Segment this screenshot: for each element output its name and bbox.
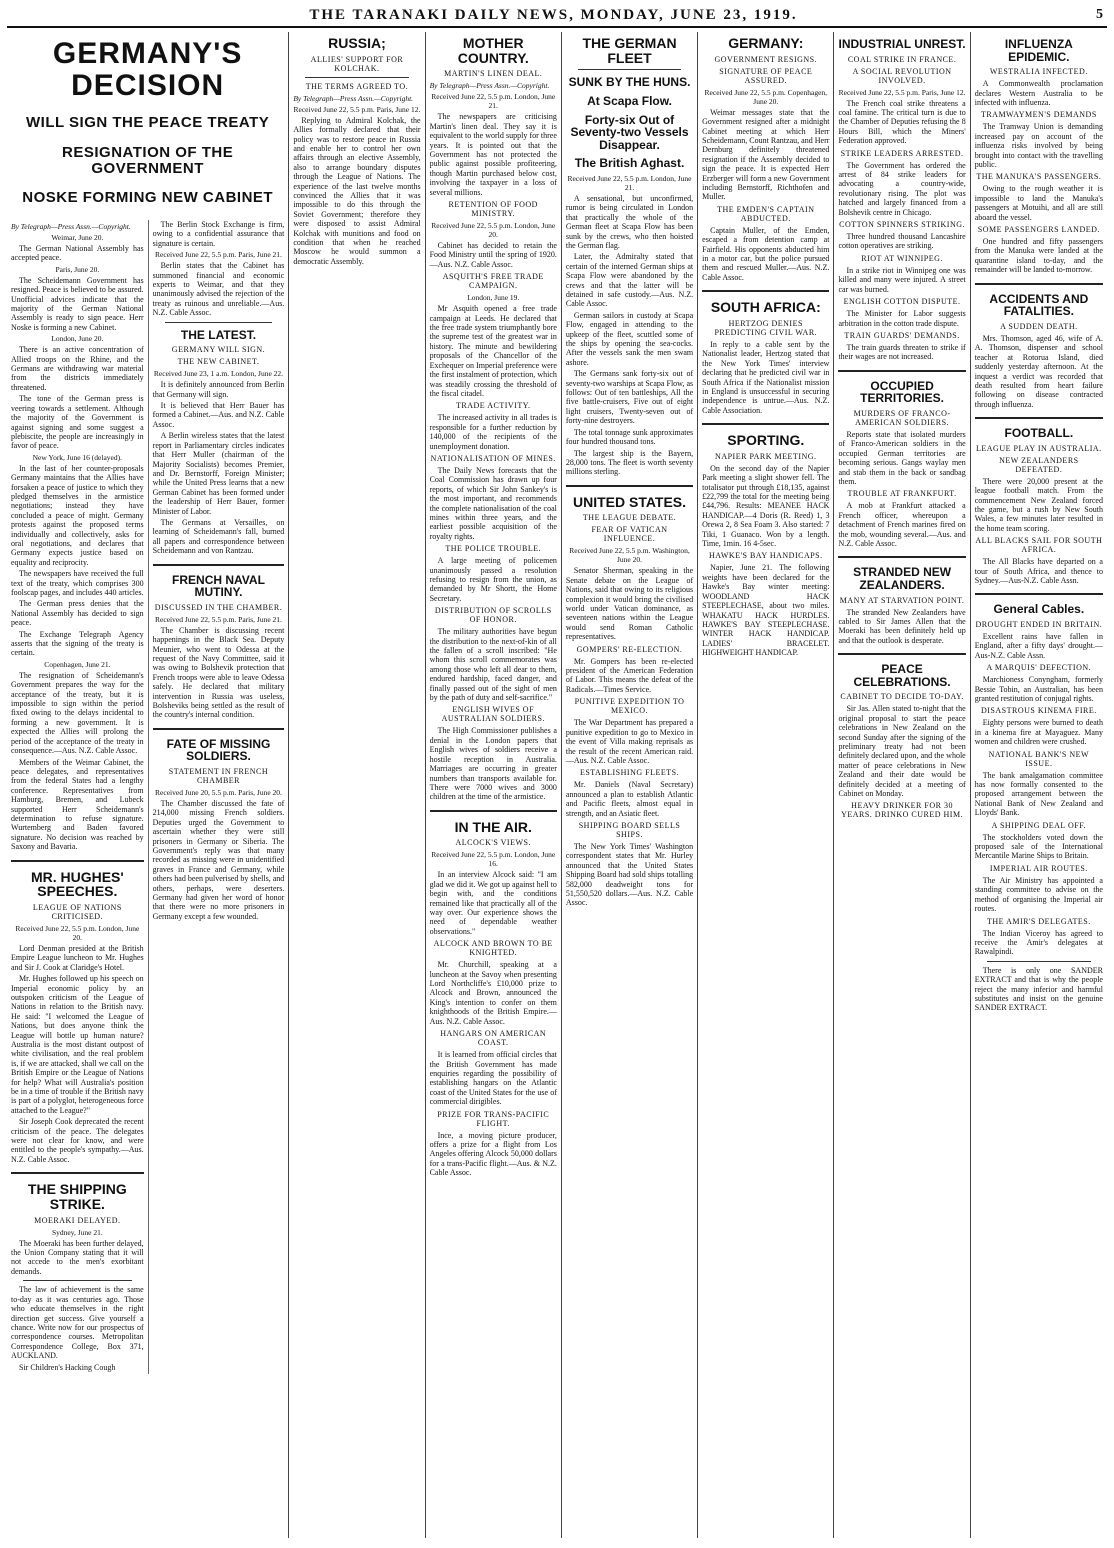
- dateline: Copenhagen, June 21.: [44, 659, 111, 669]
- article-paragraph: In reply to a cable sent by the Nationalist leader, Hertzog stated that the New York Times' interview declaring that he predicted civil war in South Africa if the Nationalist mission in England is unsuccessful in securing independence is untrue.—Aus. N.Z. Cable Association.: [702, 339, 830, 415]
- article-paragraph: Cabinet has decided to retain the Food Ministry until the spring of 1920.—Aus. N.Z. Cable Assoc.: [429, 241, 557, 269]
- article-paragraph: Later, the Admiralty stated that certain of the interned German ships at Scapa Flow were abandoned by the crews and that the latter will be detained in safe custody.—Aus. N.Z. Cable Assoc.: [565, 252, 694, 309]
- article-paragraph: Mr. Daniels (Naval Secretary) announced a plan to establish Atlantic and Pacific fleets, almost equal in strength, and an Asiatic fleet.: [565, 780, 694, 818]
- subhead: HANGARS ON AMERICAN COAST.: [440, 1029, 547, 1048]
- subhead: MURDERS OF FRANCO-AMERICAN SOLDIERS.: [853, 408, 951, 427]
- article-paragraph: Three hundred thousand Lancashire cotton operatives are striking.: [838, 232, 966, 251]
- subhead: TRADE ACTIVITY.: [456, 401, 531, 411]
- article-paragraph: One hundred and fifty passengers from the Manuka were landed at the quarantine island to-day, and the remainder will be landed to-morrow.: [974, 237, 1103, 275]
- dateline: Received June 22, 5.5 p.m. Paris, June 12.: [838, 87, 966, 97]
- subhead: CABINET TO DECIDE TO-DAY.: [840, 692, 964, 702]
- headline-influenza: INFLUENZA EPIDEMIC.: [1004, 37, 1073, 64]
- column-german-fleet: [562, 32, 698, 1538]
- article-paragraph: Sir Joseph Cook deprecated the recent criticism of the peace. The delegates were not clear for know, and were entitled to the people's sympathy.—Aus. N.Z. Cable Assoc.: [11, 1117, 144, 1164]
- headline-occupied-territories: OCCUPIED TERRITORIES.: [860, 378, 944, 406]
- article-paragraph: The Government has ordered the arrest of 84 strike leaders for advocating a country-wide, revolutionary rising. The plot was hatched and largely financed from a Bolshevik centre in Chicago.: [838, 160, 966, 217]
- article-paragraph: It is learned from official circles that the British Government has made enquiries regarding the possibility of establishing hangars on the Atlantic coast of the United States for the use of commercial dirigibles.: [429, 1050, 557, 1107]
- headline-united-states: UNITED STATES.: [572, 493, 687, 510]
- subhead: DROUGHT ENDED IN BRITAIN.: [975, 619, 1103, 629]
- article-paragraph: Owing to the rough weather it is impossible to land the Manuka's passengers at Motuihi, and all are still aboard the vessel.: [974, 184, 1103, 222]
- subhead: ALLIES' SUPPORT FOR KOLCHAK.: [310, 54, 404, 73]
- subhead: GOMPERS' RE-ELECTION.: [576, 644, 683, 654]
- article-paragraph: Senator Sherman, speaking in the Senate debate on the League of Nations, said that owing to its religious complexion it would bring the civilised world under Vatican dominance, as seventeen nations within the League would send Roman Catholic representatives.: [565, 566, 694, 642]
- subhead: PRIZE FOR TRANS-PACIFIC FLIGHT.: [437, 1109, 550, 1128]
- article-paragraph: The All Blacks have departed on a tour of South Africa, and thence to Sydney.—Aus-N.Z. Cable Assn.: [974, 557, 1103, 585]
- subhead: SIGNATURE OF PEACE ASSURED.: [719, 66, 813, 85]
- subhead: COAL STRIKE IN FRANCE.: [847, 54, 957, 64]
- divider: [578, 69, 681, 70]
- article-paragraph: Captain Muller, of the Emden, escaped a from detention camp at Fairfield. His opponents abducted him in a motor car, but the police pursued them and rescued Muller.—Aus. N.Z. Cable Assoc.: [702, 225, 830, 282]
- divider: [153, 728, 285, 730]
- subhead: SOME PASSENGERS LANDED.: [977, 225, 1100, 235]
- dateline: Received June 22, 5.5 p.m. Paris, June 21.: [155, 250, 282, 260]
- article-paragraph: Weimar messages state that the Government resigned after a midnight Cabinet meeting at which Herr Scheidemann, Count Rantzau, and Herr Dernburg definitely threatened resignation if the Assembly decided to sign the peace. It is expected Herr Erzberger will form a new Government including Bernstorff, Richthofen and Muller.: [702, 107, 830, 202]
- dateline: Sydney, June 21.: [51, 1227, 103, 1237]
- headline-stranded-new-zealanders: STRANDED NEW ZEALANDERS.: [853, 565, 952, 592]
- subhead: MANY AT STARVATION POINT.: [839, 595, 965, 605]
- subhead: GERMANY WILL SIGN.: [171, 345, 266, 355]
- subhead: FEAR OF VATICAN INFLUENCE.: [591, 525, 668, 544]
- deck-sign-treaty: WILL SIGN THE PEACE TREATY: [26, 114, 270, 131]
- divider: [566, 485, 693, 487]
- article-paragraph: A large meeting of policemen unanimously passed a resolution refusing to resign from the union, as demanded by Mr Shortt, the Home Secretary.: [429, 556, 557, 603]
- dateline: Received June 22, 5.5 p.m. Paris, June 12.: [293, 104, 421, 114]
- headline-german-fleet: THE GERMAN FLEET: [582, 35, 677, 66]
- dateline: Weimar, June 20.: [51, 233, 104, 242]
- article-paragraph: Replying to Admiral Kolchak, the Allies formally declared that their policy was to restore peace in Russia and enable her to control her own affairs through an elective Assembly, also to arrange boundary disputes through the League of Nations. The experience of the last twelve months convinced the Allies that it was impossible to do this through the Soviet Government; therefore they were disposed to assist Admiral Kolchak with munitions and food on condition that when he reached Moscow he would summon a democratic Assembly.: [293, 115, 421, 266]
- headline-football: FOOTBALL.: [1004, 426, 1074, 441]
- headline-in-the-air: IN THE AIR.: [454, 818, 532, 835]
- article-paragraph: The newspapers have received the full text of the treaty, which comprises 300 foolscap pages, and includes 440 articles.: [11, 569, 144, 597]
- article-paragraph: The stockholders voted down the proposed sale of the International Mercantile Marine Ships to Britain.: [974, 832, 1103, 861]
- divider: [305, 77, 408, 78]
- article-paragraph: Napier, June 21. The following weights have been declared for the Hawke's Bay winter meeting: WOODLAND HACK STEEPLECHASE, about two miles. WHAKATU HACK HURDLES. HAWKE'S BAY STEEPLECHASE. WINTER HACK HANDICAP. LADIES' BRACELET. HIGHWEIGHT HANDICAP.: [702, 563, 830, 658]
- subhead: NAPIER PARK MEETING.: [715, 451, 817, 461]
- headline-germany-decision: GERMANY'S DECISION: [52, 37, 243, 102]
- subhead: A SOCIAL REVOLUTION INVOLVED.: [852, 66, 952, 85]
- subhead: ASQUITH'S FREE TRADE CAMPAIGN.: [442, 272, 544, 291]
- article-paragraph: Eighty persons were burned to death in a kinema fire at Mayaguez. Many women and children were crushed.: [974, 718, 1103, 747]
- subhead: TRAIN GUARDS' DEMANDS.: [844, 330, 960, 340]
- headline-accidents: ACCIDENTS AND FATALITIES.: [989, 291, 1089, 319]
- article-paragraph: A mob at Frankfurt attacked a French officer, whereupon a detachment of French marines fired on the mob, wounding several.—Aus. and N.Z. Cable Assoc.: [838, 501, 966, 548]
- deck-scapa: At Scapa Flow.: [587, 93, 672, 108]
- subhead: HAWKE'S BAY HANDICAPS.: [708, 551, 823, 561]
- subhead: WESTRALIA INFECTED.: [989, 67, 1088, 77]
- dateline: Received June 22, 5.5 p.m. Copenhagen, June 20.: [704, 87, 828, 106]
- headline-peace-celebrations: PEACE CELEBRATIONS.: [853, 662, 951, 689]
- article-paragraph: The military authorities have begun the distribution to the next-of-kin of all the fallen of a scroll inscribed: "He whom this scroll commemorates was among those who left all dear to them, endured hardship, faced danger, and finally passed out of the sight of men by the path of duty and self-sacrifice.": [429, 627, 557, 703]
- headline-french-naval-mutiny: FRENCH NAVAL MUTINY.: [172, 572, 265, 600]
- article-paragraph: Mr Asquith opened a free trade campaign at Leeds. He declared that the free trade system triumphantly bore the supreme test of the greatest war in history. The minute and bewildering proposals of the Chancellor of the Exchequer on Imperial preference were the first instalment of protection, which was steadily crossing the threshold of the fiscal citadel.: [429, 304, 557, 398]
- subhead: MARTIN'S LINEN DEAL.: [444, 69, 543, 79]
- subhead: THE EMDEN'S CAPTAIN ABDUCTED.: [717, 204, 815, 223]
- deck-forty-six: Forty-six Out of Seventy-two Vessels Disappear.: [570, 112, 689, 152]
- divider: [975, 417, 1103, 419]
- article-paragraph: A Commonwealth proclamation declares Western Australia to be infected with influenza.: [974, 79, 1103, 107]
- divider: [987, 961, 1091, 962]
- article-paragraph: The stranded New Zealanders have cabled to Sir James Allen that the Moeraki has been definitely held up and that the outlook is desperate.: [838, 607, 966, 645]
- subhead: THE MANUKA'S PASSENGERS.: [976, 172, 1102, 182]
- article-paragraph: There is an active concentration of Allied troops on the Rhine, and the Germans are withdrawing war material from the districts immediately threatened.: [11, 345, 144, 392]
- article-paragraph: Members of the Weimar Cabinet, the peace delegates, and representatives from the federal States had a lengthy conference. Representatives from Hamburg, Bremen, and Lubeck supported Herr Scheidemann's determination to refuse signature. Wurtemberg and Baden favored signature. No decision was reached by Saxony and Bavaria.: [11, 757, 144, 852]
- divider: [23, 1280, 132, 1281]
- article-paragraph: Mrs. Thomson, aged 46, wife of A. A. Thomson, dispenser and school teacher at Rotorua Island, died suddenly yesterday afternoon. At the inquest a verdict was recorded that death resulted from heart failure following on disease contracted through influenza.: [974, 333, 1103, 409]
- column-influenza-general: [971, 32, 1107, 1538]
- subhead: A MARQUIS' DEFECTION.: [986, 663, 1092, 673]
- headline-general-cables: General Cables.: [993, 602, 1085, 617]
- article-paragraph: Ince, a moving picture producer, offers a prize for a flight from Los Angeles offering Alcock 50,000 dollars for a trans-Pacific flight.—Aus. & N.Z. Cable Assoc.: [429, 1130, 557, 1178]
- deck-sunk: SUNK BY THE HUNS.: [568, 75, 691, 90]
- headline-mother-country: MOTHER COUNTRY.: [457, 35, 529, 66]
- article-paragraph: The Daily News forecasts that the Coal Commission has drawn up four reports, of which Sir John Sankey's is the most important, and recommends the complete nationalisation of the coal mines within three years, and the earliest possible acquisition of the royalty rights.: [429, 465, 557, 541]
- advertisement: There is only one SANDER EXTRACT and that is why the people reject the many inferior and harmful substitutes and insist on the genuine SANDER EXTRACT.: [974, 965, 1103, 1013]
- column-russia: [289, 32, 425, 1538]
- germany-body-left: [11, 220, 148, 1374]
- subhead: ENGLISH COTTON DISPUTE.: [843, 297, 961, 307]
- article-paragraph: The bank amalgamation committee has now formally consented to the proposed arrangement between the National Bank of New Zealand and Lloyds' Bank.: [974, 770, 1103, 818]
- subhead: STRIKE LEADERS ARRESTED.: [840, 148, 964, 158]
- subhead: DISCUSSED IN THE CHAMBER.: [154, 602, 283, 612]
- divider: [153, 564, 285, 566]
- article-paragraph: The Germans at Versailles, on learning of Scheidemann's fall, burned all papers and correspondence between Scheidemann and von Rantzau.: [152, 517, 285, 556]
- article-paragraph: The increased activity in all trades is responsible for a further reduction by 140,000 of the recipients of the unemployment donation.: [429, 413, 557, 451]
- masthead-title: THE TARANAKI DAILY NEWS, MONDAY, JUNE 23, 1919.: [309, 6, 798, 23]
- headline-russia: RUSSIA;: [328, 35, 386, 51]
- subhead: LEAGUE PLAY IN AUSTRALIA.: [976, 443, 1102, 453]
- article-paragraph: The train guards threaten to strike if their wages are not increased.: [838, 342, 966, 362]
- dateline: London, June 20.: [51, 334, 104, 344]
- divider: [838, 653, 965, 655]
- subhead: THE NEW CABINET.: [177, 357, 260, 367]
- deck-resignation: RESIGNATION OF THE GOVERNMENT: [62, 143, 234, 177]
- article-paragraph: The total tonnage sunk approximates four hundred thousand tons.: [565, 427, 694, 447]
- subhead: A SHIPPING DEAL OFF.: [991, 820, 1087, 830]
- subhead: RETENTION OF FOOD MINISTRY.: [448, 200, 538, 219]
- divider: [975, 593, 1103, 595]
- article-paragraph: In the last of her counter-proposals Germany maintains that the Allies have forsaken a peace of justice to which they pledged themselves in the armistice negotiations; instead they have concluded a peace of might. Germany protests against the proposed terms individually and collectively, asks for oral negotiations, and declares that Germany expects justice based on equality and reciprocity.: [11, 463, 144, 567]
- advertisement-footer: Sir Children's Hacking Cough: [19, 1362, 116, 1372]
- subhead: HEAVY DRINKER FOR 30 YEARS. DRINKO CURED HIM.: [841, 801, 964, 820]
- article-paragraph: The Moeraki has been further delayed, the Union Company stating that it will not accede to the men's exorbitant demands.: [11, 1238, 144, 1276]
- subhead: GOVERNMENT RESIGNS.: [714, 54, 818, 64]
- article-paragraph: Mr. Churchill, speaking at a luncheon at the Savoy when presenting Lord Northcliffe's £10,000 prize to Alcock and Brown, announced the King's intention to confer on them knighthoods of the British Empire.—Aus. N.Z. Cable Assoc.: [429, 960, 557, 1026]
- article-paragraph: German sailors in custody at Scapa Flow, engaged in attending to the upkeep of the fleet, scuttled some of the ships by opening the sea-cocks. After the vessels sank the men swam ashore.: [565, 310, 694, 367]
- headline-south-africa: SOUTH AFRICA:: [710, 299, 821, 316]
- page-number: 5: [1096, 7, 1103, 22]
- dateline: Received June 22, 5.5 p.m. London, June 21.: [567, 173, 692, 192]
- subhead: DISASTROUS KINEMA FIRE.: [980, 706, 1097, 716]
- dateline: Received June 22, 5.5 p.m. Washington, June 20.: [569, 546, 690, 565]
- subhead: THE TERMS AGREED TO.: [305, 81, 409, 91]
- article-paragraph: Sir Jas. Allen stated to-night that the original proposal to start the peace celebrations in New Zealand on the second Sunday after the signing of the preliminary treaty had not been definitely declared upon, and the whole matter of peace celebrations in New Zealand and their date would be definitely decided at a meeting of Cabinet on Monday.: [838, 704, 966, 799]
- divider: [11, 860, 144, 862]
- article-paragraph: The Chamber is discussing recent happenings in the Black Sea. Deputy Meunier, who went to Odessa at the request of the Navy Committee, said it was owing to Bolshevik protection that French troops were able to leave Odessa safely. He declared that military intervention in Russia was useless, Bolsheviks being settled as the result of the country's internal condition.: [152, 625, 285, 720]
- article-paragraph: Reports state that isolated murders of Franco-American soldiers in the occupied German territories are becoming serious. Gangs waylay men and stab them in the back or sandbag them.: [838, 429, 966, 486]
- subhead: ALCOCK AND BROWN TO BE KNIGHTED.: [433, 939, 553, 958]
- article-paragraph: The Tramway Union is demanding increased pay on account of the influenza risks involved by being brought into contact with the travelling public.: [974, 122, 1103, 170]
- article-paragraph: The tone of the German press is veering towards a settlement. Although the majority of the Government is against signing and some suggest a plebiscite, the people are increasingly in favor of peace.: [11, 394, 144, 451]
- dateline: New York, June 16 (delayed).: [32, 452, 122, 462]
- dateline: Received June 22, 5.5 p.m. Paris, June 21.: [155, 614, 282, 624]
- subhead: NATIONALISATION OF MINES.: [430, 453, 556, 463]
- article-paragraph: The War Department has prepared a punitive expedition to go to Mexico in the event of Villa making reprisals as the result of the recent American raid.—Aus. N.Z. Cable Assoc.: [565, 718, 694, 765]
- article-paragraph: The Chamber discussed the fate of 214,000 missing French soldiers. Deputies urged the Government to ascertain whether they were still prisoners in Germany or Siberia. The Government's reply was that many recorded as missing were in unidentified graves in France and Germany, while others had been pulverised by shells, and others, perhaps, were deserters. Germany had given her word of honor that there were no more prisoners in Germany except a few wounded.: [152, 799, 285, 921]
- advertisement: The law of achievement is the same to-day as it was centuries ago. Those who educate themselves in the right direction get success. Give yourself a chance. Write now for our prospectus of correspondence courses. Metropolitan Correspondence College, Box 371, AUCKLAND.: [11, 1285, 144, 1361]
- subhead: NATIONAL BANK'S NEW ISSUE.: [988, 749, 1090, 768]
- subhead: SHIPPING BOARD SELLS SHIPS.: [578, 820, 681, 839]
- newspaper-page: [7, 4, 1107, 1540]
- headline-hughes: MR. HUGHES' SPEECHES.: [30, 868, 124, 900]
- column-mother-country: [426, 32, 562, 1538]
- subhead: THE LEAGUE DEBATE.: [582, 513, 677, 523]
- subhead: LEAGUE OF NATIONS CRITICISED.: [32, 902, 122, 921]
- byline: By Telegraph—Press Assn.—Copyright.: [11, 222, 131, 231]
- article-paragraph: It is believed that Herr Bauer has formed a Cabinet.—Aus. and N.Z. Cable Assoc.: [152, 401, 285, 429]
- article-paragraph: A Berlin wireless states that the latest report in Parliamentary circles indicates that Herr Muller (chairman of the Majority Socialists) becomes Premier, and Dr. Bernstorff, Foreign Minister; while the United Press learns that a new German Cabinet has been formed under the leadership of Herr Bauer, former Minister of Labor.: [152, 431, 285, 516]
- divider: [975, 283, 1103, 285]
- divider: [702, 290, 829, 292]
- dateline: London, June 19.: [467, 293, 520, 303]
- dateline: Received June 22, 5.5 p.m. London, June 20.: [15, 923, 140, 942]
- article-paragraph: It is definitely announced from Berlin that Germany will sign.: [152, 380, 285, 399]
- divider: [11, 1172, 144, 1174]
- article-paragraph: The Minister for Labor suggests arbitration in the cotton trade dispute.: [838, 309, 966, 328]
- article-paragraph: The Berlin Stock Exchange is firm, owing to a confidential assurance that signature is certain.: [152, 220, 285, 248]
- divider: [838, 556, 965, 558]
- article-paragraph: The High Commissioner publishes a denial in the London papers that English wives of soldiers receive a hostile reception in Australia. Marriages are occurring in greater numbers than transports available for. There were 7000 wives and 3000 children at the time of the armistice.: [429, 726, 557, 802]
- dateline: Received June 22, 5.5 p.m. London, June 20.: [431, 221, 556, 240]
- divider: [702, 423, 829, 425]
- article-paragraph: Excellent rains have fallen in England, after a fifty days' drought.—Aus-N.Z. Cable Assn.: [974, 631, 1103, 660]
- masthead: [7, 4, 1107, 28]
- subhead: ALCOCK'S VIEWS.: [455, 838, 531, 848]
- article-paragraph: The Exchange Telegraph Agency asserts that the signing of the treaty is certain.: [11, 629, 144, 658]
- dateline: Received June 20, 5.5 p.m. Paris, June 20.: [155, 788, 282, 797]
- article-paragraph: The Germans sank forty-six out of seventy-two warships at Scapa Flow, as follows: Out of ten battleships, All the five battle-cruisers, Five out of eight light cruisers, Twenty-seven out of forty-nine destroyers.: [565, 369, 694, 426]
- dateline: Received June 23, 1 a.m. London, June 22.: [153, 369, 284, 379]
- deck-noske: NOSKE FORMING NEW CABINET: [22, 189, 274, 207]
- headline-missing-soldiers: FATE OF MISSING SOLDIERS.: [166, 736, 271, 764]
- germany-body-right: [148, 220, 285, 1374]
- subhead: ENGLISH WIVES OF AUSTRALIAN SOLDIERS.: [441, 705, 545, 724]
- subhead: TROUBLE AT FRANKFURT.: [847, 489, 957, 499]
- subhead: MOERAKI DELAYED.: [34, 1215, 121, 1225]
- article-paragraph: The Air Ministry has appointed a standing committee to advise on the method of organising the Imperial air routes.: [974, 875, 1103, 914]
- column-germany-sporting: [698, 32, 834, 1538]
- subhead: ALL BLACKS SAIL FOR SOUTH AFRICA.: [975, 536, 1103, 555]
- article-paragraph: In an interview Alcock said: "I am glad we did it. We got up against hell to begin with, and the conditions remained like that practically all of the way over. Our experience shows the need of dependable weather observations.": [429, 870, 557, 936]
- deck-aghast: The British Aghast.: [574, 156, 685, 171]
- headline-latest: THE LATEST.: [180, 327, 257, 342]
- subhead: RIOT AT WINNIPEG.: [861, 253, 943, 263]
- article-paragraph: The Scheidemann Government has resigned. Peace is believed to be assured. Unofficial advices indicate that the majority of the German National Assembly is ready to sign peace. Herr Noske is forming a new Cabinet.: [11, 275, 144, 332]
- article-paragraph: The largest ship is the Bayern, 28,000 tons. The fleet is worth seventy millions sterling.: [565, 448, 694, 477]
- divider: [430, 810, 557, 812]
- article-paragraph: Marchioness Conyngham, formerly Bessie Tobin, an Australian, has been granted restitution of conjugal rights.: [974, 675, 1103, 703]
- subhead: NEW ZEALANDERS DEFEATED.: [999, 455, 1079, 474]
- headline-shipping-strike: THE SHIPPING STRIKE.: [27, 1181, 127, 1212]
- subhead: TRAMWAYMEN'S DEMANDS: [980, 110, 1097, 120]
- byline: By Telegraph—Press Assn.—Copyright.: [293, 93, 414, 103]
- column-germany-decision: [7, 32, 289, 1538]
- subhead: COTTON SPINNERS STRIKING.: [839, 220, 966, 230]
- dateline: Paris, June 20.: [55, 264, 100, 274]
- subhead: ESTABLISHING FLEETS.: [579, 768, 680, 778]
- article-paragraph: The German press denies that the National Assembly has decided to sign peace.: [11, 599, 144, 628]
- article-paragraph: A sensational, but unconfirmed, rumor is being circulated in London that practically the whole of the German fleet at Scapa Flow has been sunk by the crews, who then hoisted the German flag.: [565, 193, 694, 250]
- dateline: Received June 22, 5.5 p.m. London, June 16.: [431, 850, 556, 869]
- article-paragraph: Mr. Gompers has been re-elected president of the American Federation of Labor. This means the defeat of the Radicals.—Times Service.: [565, 656, 694, 694]
- article-paragraph: Mr. Hughes followed up his speech on Imperial economic policy by an outspoken criticism of the League of Nations in relation to the British navy. He said: "I welcomed the League of Nations, but does anyone think the League will bottle up human nature? Australia is the most distant outpost of white civilisation, and the real problem is, if we are attacked, shall we call on the British Empire or the League of Nations for help? What will Australia's position be in a time of trouble if the British navy is part of a polyglot, heterogeneous force attached to the League?": [11, 974, 144, 1115]
- column-industrial-unrest: [834, 32, 970, 1538]
- article-paragraph: The newspapers are criticising Martin's linen deal. They say it is equivalent to the world supply for three years. It is pointed out that the Government has not protected the public against possible profiteering, though Martin purchased below cost, involving the taxpayer in a loss of several millions.: [429, 112, 557, 197]
- article-paragraph: There were 20,000 present at the league football match. From the commencement New Zealand forced the game, but a rush by New South Wales, a few minutes later resulted in the home team scoring.: [974, 476, 1103, 533]
- article-paragraph: The German National Assembly has accepted peace.: [11, 244, 144, 263]
- subhead: THE AMIR'S DELEGATES.: [986, 916, 1091, 926]
- headline-sporting: SPORTING.: [727, 432, 805, 449]
- article-paragraph: The New York Times' Washington correspondent states that Mr. Hurley announced that the United States Shipping Board had sold ships totalling 582,000 deadweight tons for 51,550,520 dollars.—Aus. N.Z. Cable Assoc.: [565, 841, 694, 908]
- subhead: PUNITIVE EXPEDITION TO MEXICO.: [574, 697, 685, 716]
- germany-two-column-body: [11, 220, 284, 1374]
- article-paragraph: Berlin states that the Cabinet has summoned financial and economic experts to Weimar, and that they unanimously advised the rejection of the treaty as ruinous and unreliable.—Aus. N.Z. Cable Assoc.: [152, 261, 285, 318]
- article-paragraph: Lord Denman presided at the British Empire League luncheon to Mr. Hughes and Sir J. Cook at Claridge's Hotel.: [11, 943, 144, 972]
- subhead: IMPERIAL AIR ROUTES.: [989, 863, 1088, 873]
- article-paragraph: The French coal strike threatens a coal famine. The critical turn is due to the Chamber of Deputies refusing the 8 Hours Bill, which the Miners' Federation approved.: [838, 98, 966, 146]
- dateline: Received June 22, 5.5 p.m. London, June 21.: [431, 92, 556, 111]
- divider: [165, 322, 273, 323]
- article-paragraph: The resignation of Scheidemann's Government prepares the way for the acceptance of the treaty, but it is impossible to sign within the period fixed owing to the delays incidental to forming a new government. It is expected the Allies will prolong the period of the acceptance of the treaty in consequence.—Aus. N.Z. Cable Assoc.: [11, 670, 144, 756]
- subhead: DISTRIBUTION OF SCROLLS OF HONOR.: [434, 606, 552, 625]
- byline: By Telegraph—Press Assn.—Copyright.: [429, 81, 550, 91]
- article-paragraph: The Indian Viceroy has agreed to receive the Amir's delegates at Rawalpindi.: [974, 928, 1103, 957]
- headline-industrial-unrest: INDUSTRIAL UNREST.: [838, 37, 966, 51]
- headline-germany: GERMANY:: [728, 35, 804, 51]
- subhead: STATEMENT IN FRENCH CHAMBER: [168, 767, 269, 785]
- subhead: A SUDDEN DEATH.: [1000, 321, 1078, 331]
- divider: [838, 370, 965, 372]
- subhead: THE POLICE TROUBLE.: [445, 544, 542, 554]
- article-paragraph: In a strike riot in Winnipeg one was killed and many were injured. A street car was burned.: [838, 265, 966, 294]
- subhead: HERTZOG DENIES PREDICTING CIVIL WAR.: [714, 318, 818, 337]
- article-paragraph: On the second day of the Napier Park meeting a slight shower fell. The totalisator put through £18,135, against £22,799 the total for the meeting being £44,796. Results: MEANEE HACK HANDICAP.—4 Doris (R. Reed) 1, 3 Orewa 2, 8 Sea Foam 3. Also started: 7 Tiki, 1 Guanaco. Won by a length. Time, 1min. 16 4-5sec.: [702, 463, 830, 549]
